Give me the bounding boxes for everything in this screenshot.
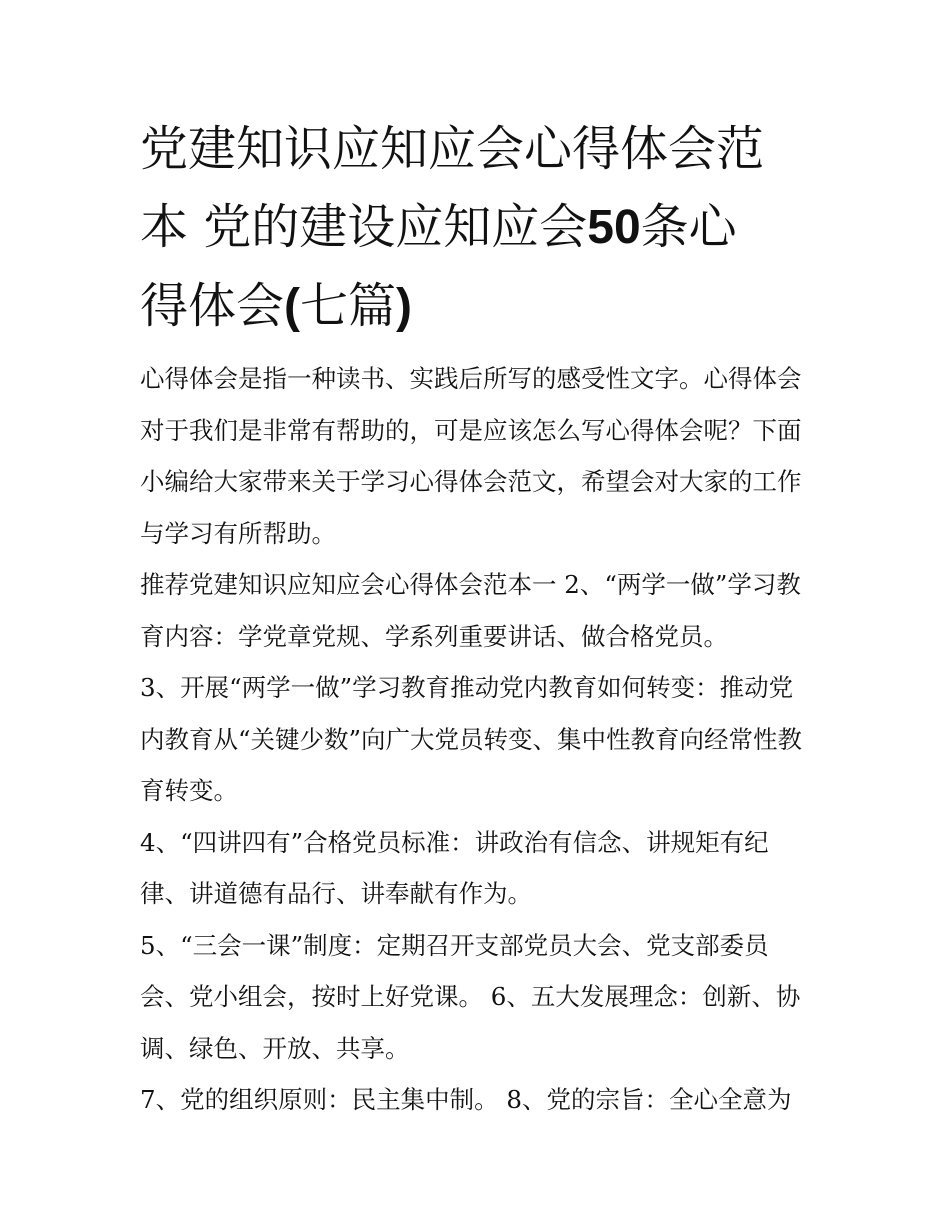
title-line-3-middle: 七篇 xyxy=(300,278,397,334)
body-line-9: 育转变。 xyxy=(140,776,238,805)
body-line-10: 4、“四讲四有”合格党员标准：讲政治有信念、讲规矩有纪 xyxy=(140,827,769,857)
title-line-2-number: 50 xyxy=(587,201,641,254)
title-open-paren: ( xyxy=(284,280,300,333)
body-line-15: 7、党的组织原则：民主集中制。 8、党的宗旨：全心全意为 xyxy=(140,1085,792,1114)
body-line-3: 小编给大家带来关于学习心得体会范文，希望会对大家的工作 xyxy=(140,467,802,496)
title-line-3-prefix: 得体会 xyxy=(140,278,285,334)
title-line-2-prefix: 本 党的建设应知应会 xyxy=(140,199,588,255)
title-line-1: 党建知识应知应会心得体会范 xyxy=(140,121,765,177)
body-line-14: 调、绿色、开放、共享。 xyxy=(140,1033,410,1063)
body-line-7: 3、开展“两学一做”学习教育推动党内教育如何转变：推动党 xyxy=(140,673,794,702)
body-line-5: 推荐党建知识应知应会心得体会范本一 2、“两学一做”学习教 xyxy=(140,570,801,599)
body-line-12: 5、“三会一课”制度：定期召开支部党员大会、党支部委员 xyxy=(140,930,769,960)
body-line-1: 心得体会是指一种读书、实践后所写的感受性文字。心得体会 xyxy=(140,364,802,393)
body-line-6: 育内容：学党章党规、学系列重要讲话、做合格党员。 xyxy=(140,621,728,651)
body-line-4: 与学习有所帮助。 xyxy=(140,518,336,548)
body-line-13: 会、党小组会，按时上好党课。 6、五大发展理念：创新、协 xyxy=(140,982,801,1011)
document-body xyxy=(140,353,820,1126)
body-line-11: 律、讲道德有品行、讲奉献有作为。 xyxy=(140,879,532,908)
document-title xyxy=(140,110,820,346)
title-line-2-suffix: 条心 xyxy=(640,199,737,255)
body-line-2: 对于我们是非常有帮助的，可是应该怎么写心得体会呢？下面 xyxy=(140,415,802,445)
title-close-paren: ) xyxy=(396,280,412,333)
body-line-8: 内教育从“关键少数”向广大党员转变、集中性教育向经常性教 xyxy=(140,724,803,754)
